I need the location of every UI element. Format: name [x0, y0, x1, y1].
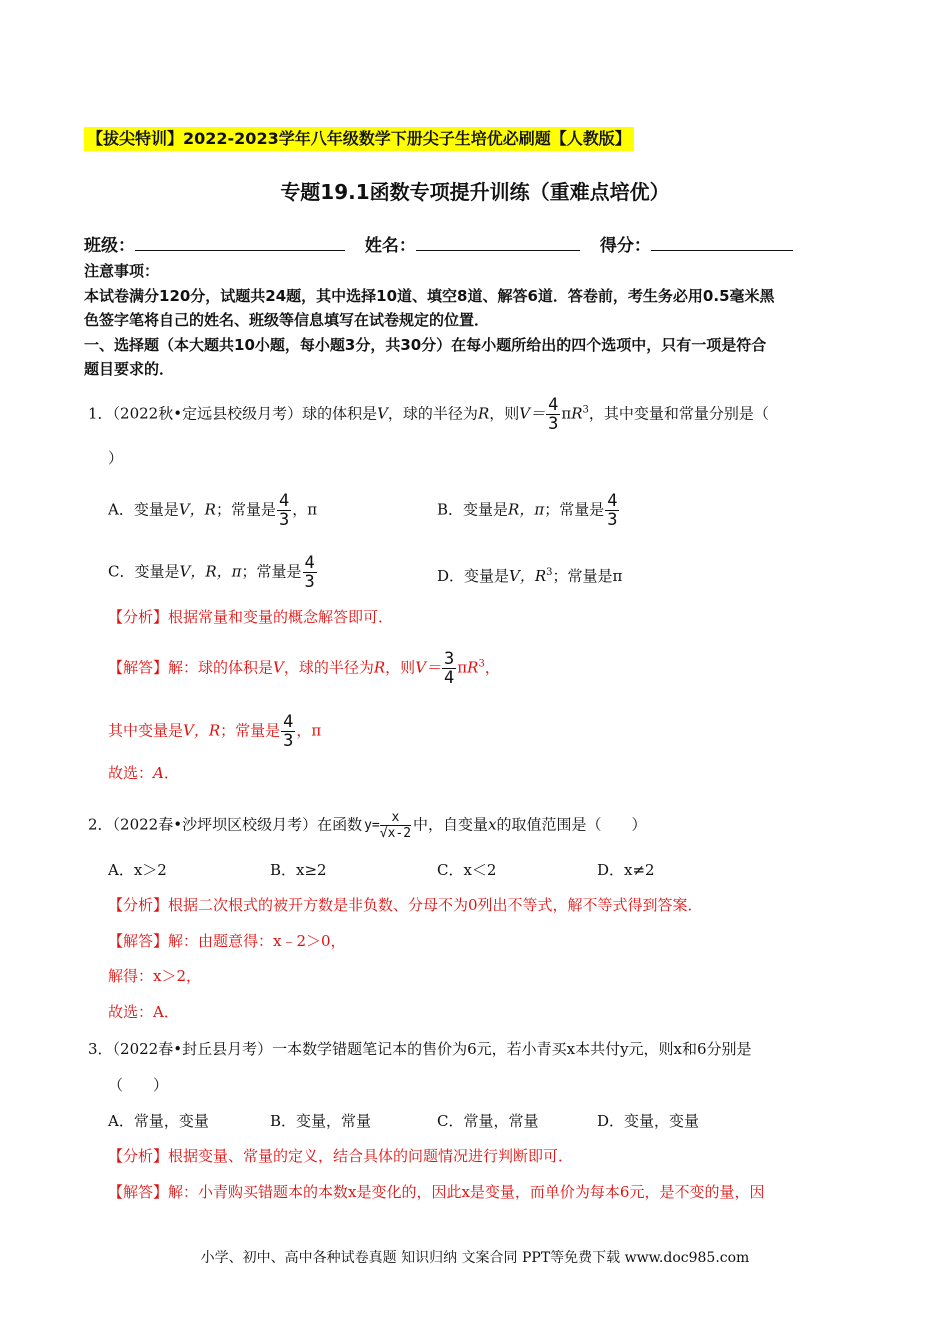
class-blank[interactable]: [135, 234, 345, 251]
q2-option-a[interactable]: A．x＞2: [108, 861, 167, 879]
notes-heading: 注意事项：: [84, 262, 160, 280]
q1-choice: 故选：A．: [108, 764, 179, 782]
q2-choice: 故选：A．: [108, 1003, 179, 1021]
page-footer: 小学、初中、高中各种试卷真题 知识归纳 文案合同 PPT等免费下载 www.doc985.com: [200, 1250, 750, 1266]
q2-answer: 【解答】解：由题意得：x﹣2＞0，: [108, 932, 346, 950]
score-label: 得分：: [599, 236, 651, 256]
q3-analysis: 【分析】根据变量、常量的定义，结合具体的问题情况进行判断即可．: [108, 1147, 574, 1165]
q1-option-d[interactable]: D．变量是V，$R^3$；常量是π: [437, 567, 623, 585]
q2-option-c[interactable]: C．x＜2: [437, 861, 497, 879]
name-blank[interactable]: [416, 234, 580, 251]
q2-option-d[interactable]: D．x≠2: [597, 861, 655, 879]
q1-answer: 【解答】解：球的体积是V，球的半径为R，则V＝ $\frac{3}{4}$ $\pi R^3$，: [108, 649, 500, 688]
q1-stem-close: ）: [108, 449, 124, 467]
name-label: 姓名：: [364, 236, 416, 256]
q3-option-a[interactable]: A．常量，变量: [108, 1112, 209, 1130]
q3-option-b[interactable]: B．变量，常量: [270, 1112, 372, 1130]
q1-option-c[interactable]: C．变量是V，R，π；常量是 $\frac{4}{3}$: [108, 553, 315, 592]
q3-option-d[interactable]: D．变量，变量: [597, 1112, 700, 1130]
q1-option-b[interactable]: B．变量是R，π；常量是 $\frac{4}{3}$: [437, 491, 618, 530]
q2-solve: 解得：x＞2，: [108, 967, 202, 985]
q1-stem: 1．（2022秋•定远县校级月考）球的体积是V，球的半径为R，则V＝ $\frac{4}{3}$ $\pi R^3$，其中变量和常量分别是（: [88, 395, 769, 434]
q1-option-a[interactable]: A．变量是V，R；常量是 $\frac{4}{3}$ ，π: [108, 491, 318, 530]
info-row: [84, 231, 793, 256]
section-heading-2: 题目要求的．: [84, 360, 175, 378]
q2-analysis: 【分析】根据二次根式的被开方数是非负数、分母不为0列出不等式，解不等式得到答案．: [108, 896, 703, 914]
q2-stem: 2．（2022春•沙坪坝区校级月考）在函数 y= $\frac{x}{√x-2}$ 中，自变量x的取值范围是（ ）: [88, 810, 647, 841]
notes-line2: 色签字笔将自己的姓名、班级等信息填写在试卷规定的位置．: [84, 311, 490, 329]
q3-option-c[interactable]: C．常量，常量: [437, 1112, 539, 1130]
q3-stem-close: （ ）: [108, 1076, 169, 1094]
page-title: 专题19.1函数专项提升训练（重难点培优）: [280, 180, 670, 204]
score-blank[interactable]: [651, 234, 793, 251]
q2-function-formula: y= $\frac{x}{√x-2}$: [364, 810, 412, 841]
q2-option-b[interactable]: B．x≥2: [270, 861, 327, 879]
q3-stem: 3．（2022春•封丘县月考）一本数学错题笔记本的售价为6元，若小青买x本共付y元，则x和6分别是: [88, 1040, 752, 1058]
section-heading-1: 一、选择题（本大题共10小题，每小题3分，共30分）在每小题所给出的四个选项中，只有一项是符合: [84, 336, 767, 354]
notes-line1: 本试卷满分120分，试题共24题，其中选择10道、填空8道、解答6道．答卷前，考生务必用0.5毫米黑: [84, 287, 775, 305]
header-banner: 【拔尖特训】2022-2023学年八年级数学下册尖子生培优必刷题【人教版】: [84, 127, 634, 151]
q3-answer: 【解答】解：小青购买错题本的本数x是变化的，因此x是变量，而单价为每本6元，是不变的量，因: [108, 1183, 765, 1201]
q1-analysis: 【分析】根据常量和变量的概念解答即可．: [108, 608, 394, 626]
class-label: 班级：: [84, 236, 135, 256]
q1-answer-2: 其中变量是V，R；常量是 $\frac{4}{3}$ ，π: [108, 712, 322, 751]
q1-fraction: $\frac{4}{3}$: [548, 395, 559, 434]
